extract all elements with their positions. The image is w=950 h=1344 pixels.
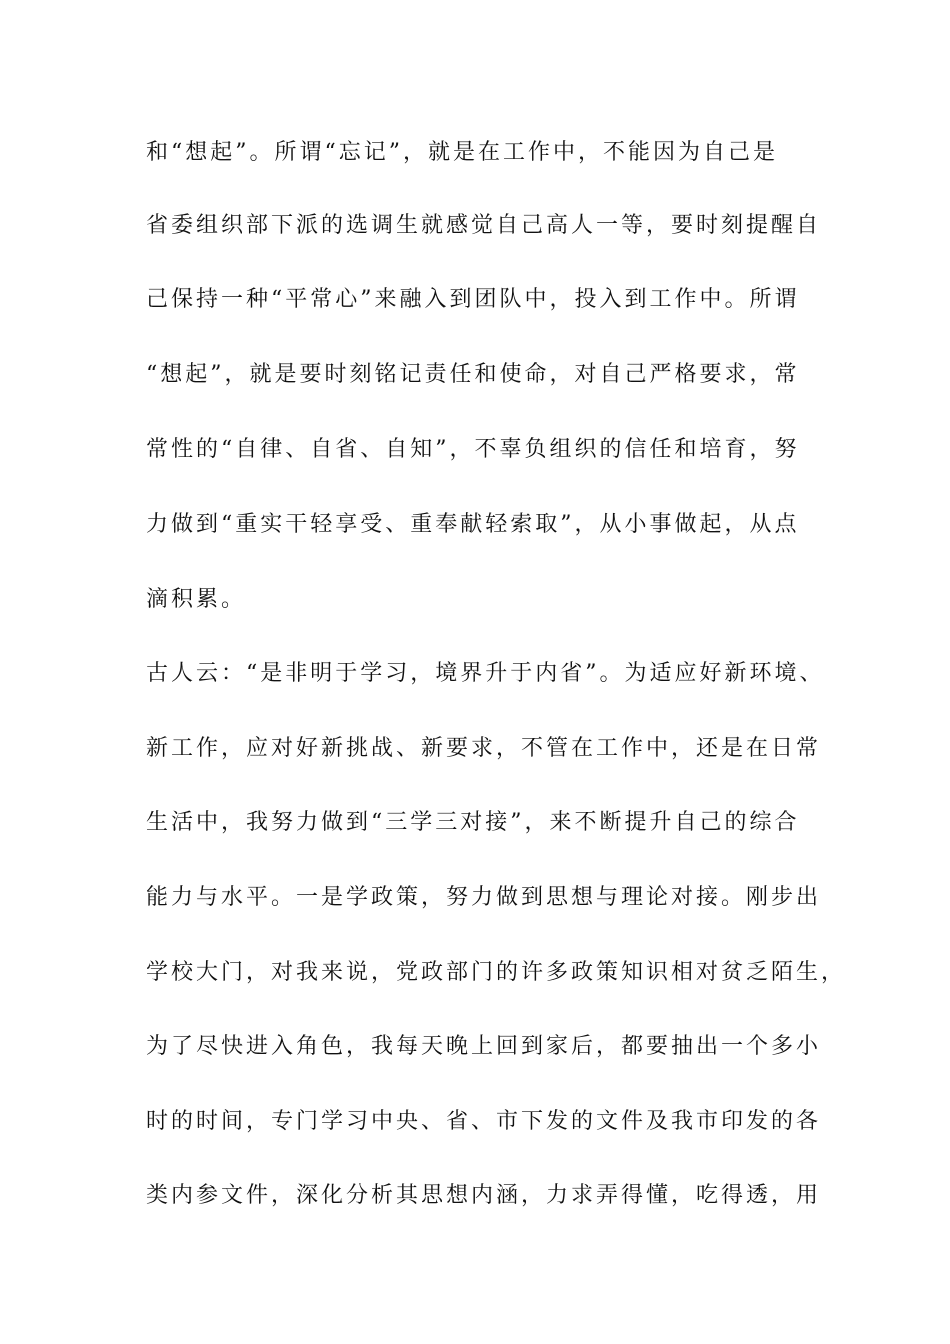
text-line: 类内参文件，深化分析其思想内涵，力求弄得懂，吃得透，用 [146, 1183, 822, 1208]
text-line: 生活中，我努力做到“三学三对接”，来不断提升自己的综合 [146, 810, 800, 835]
text-line: 己保持一种“平常心”来融入到团队中，投入到工作中。所谓 [146, 287, 800, 312]
text-line: 古人云：“是非明于学习，境界升于内省”。为适应好新环境、 [146, 661, 825, 686]
text-line: 能力与水平。一是学政策，努力做到思想与理论对接。刚步出 [146, 885, 822, 910]
text-line: 滴积累。 [146, 587, 247, 612]
text-line: 新工作，应对好新挑战、新要求，不管在工作中，还是在日常 [146, 736, 822, 761]
text-line: 为了尽快进入角色，我每天晚上回到家后，都要抽出一个多小 [146, 1034, 822, 1059]
text-line: 常性的“自律、自省、自知”，不辜负组织的信任和培育，努 [146, 437, 800, 462]
text-line: 省委组织部下派的选调生就感觉自己高人一等，要时刻提醒自 [146, 213, 822, 238]
text-line: 时的时间，专门学习中央、省、市下发的文件及我市印发的各 [146, 1109, 822, 1134]
text-line: 学校大门，对我来说，党政部门的许多政策知识相对贫乏陌生， [146, 960, 847, 985]
text-line: 和“想起”。所谓“忘记”，就是在工作中，不能因为自己是 [146, 140, 778, 165]
text-line: 力做到“重实干轻享受、重奉献轻索取”，从小事做起，从点 [146, 512, 800, 537]
text-line: “想起”，就是要时刻铭记责任和使命，对自己严格要求，常 [146, 362, 800, 387]
